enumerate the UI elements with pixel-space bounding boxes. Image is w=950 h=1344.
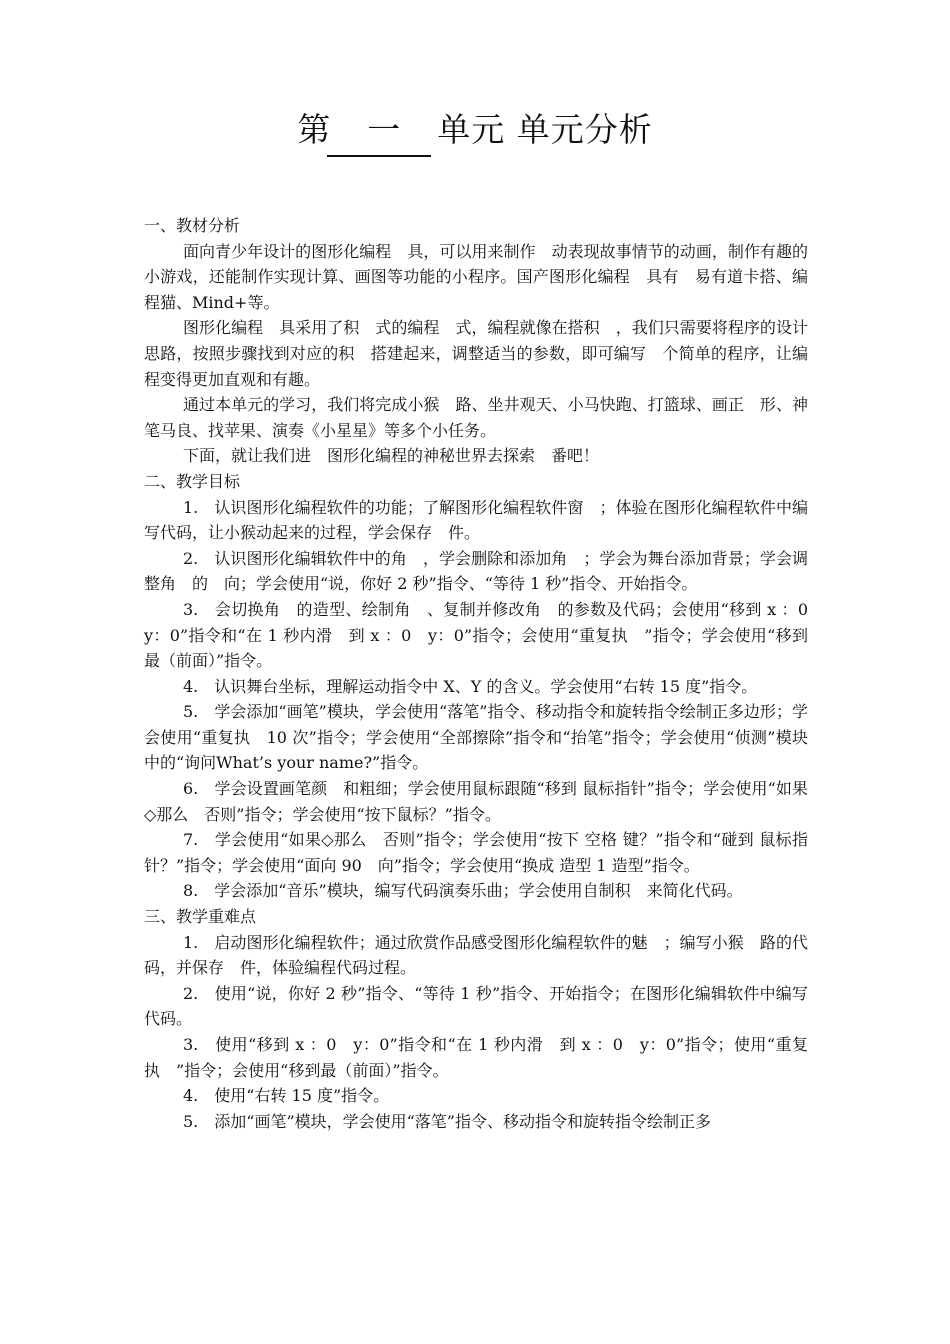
list-item: 3. 会切换角 的造型、绘制角 、复制并修改角 的参数及代码；会使用“移到 x ：0 y：0”指令和“在 1 秒内滑 到 x ：0 y：0”指令；会使用“重复执 ”指令；学会使用“移到最（前面）”指令。 — [144, 599, 825, 671]
list-item: 1. 启动图形化编程软件；通过欣赏作品感受图形化编程软件的魅 ；编写小猴 路的代码，并保存 件，体验编程代码过程。 — [144, 932, 808, 978]
title-suffix: 单元 单元分析 — [437, 110, 653, 149]
title-underline — [327, 155, 431, 157]
list-item: 7. 学会使用“如果◇那么 否则”指令；学会使用“按下 空格 键？”指令和“碰到 鼠标指针？”指令；学会使用“面向 90 向”指令；学会使用“换成 造型 1 造型”指令。 — [144, 830, 808, 875]
list-item: 2. 使用“说，你好 2 秒”指令、“等待 1 秒”指令、开始指令；在图形化编辑软件中编写代码。 — [144, 983, 808, 1029]
paragraph: 通过本单元的学习，我们将完成小猴 路、坐井观天、小马快跑、打篮球、画正 形、神笔马良、找苹果、演奏《小星星》等多个小任务。 — [144, 395, 808, 440]
paragraph: 面向青少年设计的图形化编程 具，可以用来制作 动表现故事情节的动画，制作有趣的小游戏，还能制作实现计算、画图等功能的小程序。国产图形化编程 具有 易有道卡搭、编程猫、Mind+等。 — [144, 241, 808, 312]
list-item: 6. 学会设置画笔颜 和粗细；学会使用鼠标跟随“移到 鼠标指针”指令；学会使用“如果◇那么 否则”指令；学会使用“按下鼠标？”指令。 — [144, 779, 808, 824]
list-item: 1. 认识图形化编程软件的功能；了解图形化编程软件窗 ；体验在图形化编程软件中编写代码，让小猴动起来的过程，学会保存 件。 — [144, 497, 808, 543]
list-item: 8. 学会添加“音乐”模块，编写代码演奏乐曲；学会使用自制积 来简化代码。 — [183, 881, 743, 901]
title-unit-number: 一 — [367, 110, 402, 149]
paragraph: 图形化编程 具采用了积 式的编程 式，编程就像在搭积 ，我们只需要将程序的设计思路，按照步骤找到对应的积 搭建起来，调整适当的参数，即可编写 个简单的程序，让编程变得更加直观和有趣。 — [144, 318, 808, 389]
title-prefix: 第 — [297, 110, 332, 149]
section-heading-objectives: 二、教学目标 — [144, 471, 241, 491]
paragraph: 下面，就让我们进 图形化编程的神秘世界去探索 番吧！ — [183, 446, 600, 466]
list-item: 3. 使用“移到 x ：0 y：0”指令和“在 1 秒内滑 到 x ：0 y：0”指令；使用“重复执 ”指令；会使用“移到最（前面）”指令。 — [144, 1035, 808, 1080]
list-item: 4. 使用“右转 15 度”指令。 — [183, 1086, 390, 1106]
list-item: 4. 认识舞台坐标，理解运动指令中 X、Y 的含义。学会使用“右转 15 度”指令。 — [183, 676, 758, 696]
section-heading-key-points: 三、教学重难点 — [144, 907, 257, 927]
document-body — [144, 213, 825, 1134]
list-item: 5. 添加“画笔”模块，学会使用“落笔”指令、移动指令和旋转指令绘制正多 — [183, 1111, 711, 1131]
list-item: 2. 认识图形化编辑软件中的角 ，学会删除和添加角 ；学会为舞台添加背景；学会调整角 的 向；学会使用“说，你好 2 秒”指令、“等待 1 秒”指令、开始指令。 — [144, 548, 808, 594]
list-item: 5. 学会添加“画笔”模块，学会使用“落笔”指令、移动指令和旋转指令绘制正多边形；学会使用“重复执 10 次”指令；学会使用“全部擦除”指令和“抬笔”指令；学会使用“侦测”模块中的“询问What’s your name?”指令。 — [144, 702, 808, 773]
section-heading-materials: 一、教材分析 — [144, 216, 241, 235]
page-title — [0, 104, 950, 151]
